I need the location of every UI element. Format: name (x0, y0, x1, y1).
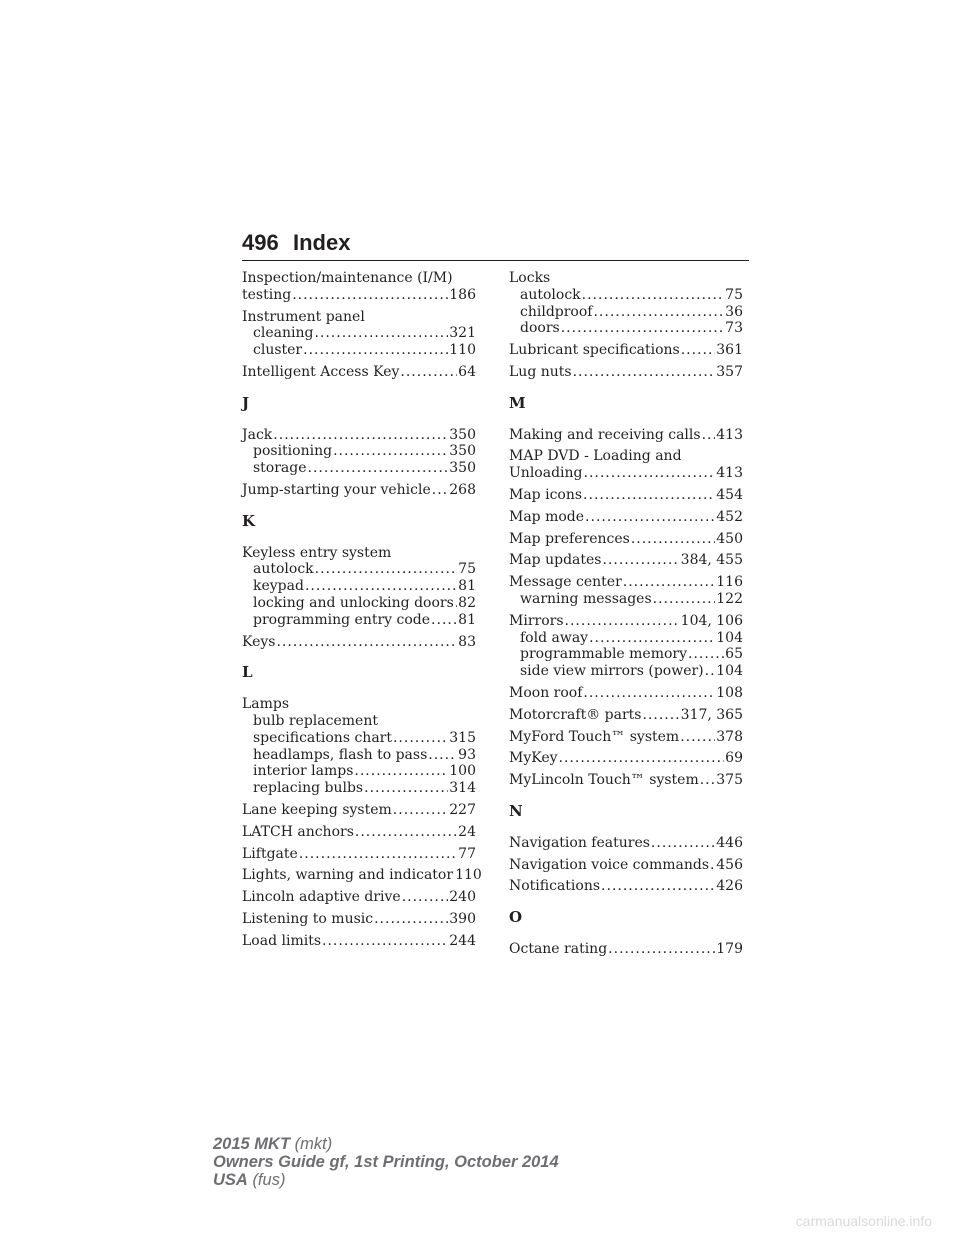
index-subentry (242, 325, 476, 342)
dot-leader (428, 747, 457, 764)
index-subentry (242, 443, 476, 460)
index-entry-line (242, 427, 476, 444)
entry-label: Mirrors (509, 612, 564, 629)
index-subentry (242, 578, 476, 595)
index-entry-line (509, 487, 743, 504)
index-subentry (242, 763, 476, 780)
index-entry-line (509, 574, 743, 591)
entry-page-number: 81 (458, 578, 476, 595)
entry-page-number: 426 (716, 878, 743, 895)
entry-label: headlamps, flash to pass (253, 746, 428, 763)
index-entry (509, 685, 743, 702)
entry-label: Keys (242, 633, 276, 650)
dot-leader (400, 364, 457, 381)
entry-label: doors (520, 320, 560, 337)
dot-leader (305, 578, 457, 595)
dot-leader (308, 460, 449, 477)
footer-model: 2015 MKT (213, 1135, 291, 1153)
index-entry (242, 634, 476, 651)
index-letter-heading: N (509, 801, 523, 820)
dot-leader (710, 857, 715, 874)
entry-page-number: 350 (449, 443, 476, 460)
entry-label: storage (253, 460, 307, 477)
entry-page-number: 244 (449, 932, 476, 949)
index-entry-line (509, 772, 743, 789)
page-number: 496 (242, 230, 279, 255)
dot-leader (653, 591, 716, 608)
entry-label: LATCH anchors (242, 823, 354, 840)
entry-label: Moon roof (509, 684, 583, 701)
index-entry (509, 613, 743, 680)
index-entry (242, 824, 476, 841)
entry-page-number: 69 (725, 750, 743, 767)
index-entry-line (242, 309, 476, 326)
entry-page-number: 350 (449, 426, 476, 443)
entry-page-number: 384, 455 (680, 552, 743, 569)
index-subentry (242, 747, 476, 764)
entry-page-number: 268 (449, 481, 476, 498)
dot-leader (322, 933, 448, 950)
entry-label: programming entry code (253, 611, 431, 628)
index-subentry (509, 591, 743, 608)
dot-leader (584, 465, 716, 482)
entry-label: cleaning (253, 325, 314, 342)
entry-page-number: 227 (449, 801, 476, 818)
dot-leader (273, 427, 448, 444)
index-entry (509, 427, 743, 444)
entry-page-number: 116 (716, 574, 743, 591)
entry-label: MyKey (509, 750, 558, 767)
index-subentry (242, 595, 476, 612)
index-entry-line (509, 878, 743, 895)
entry-label: Listening to music (242, 910, 374, 927)
index-entry-line (509, 270, 743, 287)
dot-leader (631, 531, 715, 548)
index-entry-line (242, 287, 476, 304)
index-entry-line (509, 613, 743, 630)
index-entry (509, 707, 743, 724)
footer-region-code: (fus) (252, 1171, 286, 1189)
entry-page-number: 73 (725, 320, 743, 337)
index-entry (509, 364, 743, 381)
index-entry-line (509, 465, 743, 482)
index-entry (242, 911, 476, 928)
index-entry (509, 342, 743, 359)
index-subentry (509, 663, 743, 680)
entry-label: Lane keeping system (242, 801, 392, 818)
index-entry (242, 846, 476, 863)
entry-label: Map updates (509, 552, 602, 569)
entry-label: Making and receiving calls (509, 426, 701, 443)
entry-label: Notifications (509, 878, 601, 895)
dot-leader (583, 685, 715, 702)
entry-page-number: 357 (716, 363, 743, 380)
entry-label: MyLincoln Touch™ system (509, 772, 699, 789)
entry-page-number: 81 (458, 611, 476, 628)
index-entry-line (242, 634, 476, 651)
entry-page-number: 314 (449, 780, 476, 797)
entry-label: Octane rating (509, 940, 608, 957)
index-entry (242, 696, 476, 797)
entry-page-number: 446 (716, 834, 743, 851)
entry-label: specifications chart (253, 729, 392, 746)
page-header (242, 230, 749, 260)
dot-leader (593, 304, 724, 321)
index-letter-heading: M (509, 393, 526, 412)
entry-page-number: 450 (716, 530, 743, 547)
index-subentry (509, 304, 743, 321)
index-entry-line (242, 364, 476, 381)
dot-leader (292, 287, 448, 304)
dot-leader (700, 772, 716, 789)
index-entry-line (509, 427, 743, 444)
entry-label: Lights, warning and indicator (242, 867, 454, 884)
dot-leader (276, 634, 457, 651)
entry-page-number: 186 (449, 286, 476, 303)
print-footer (213, 1135, 559, 1189)
dot-leader (573, 364, 716, 381)
entry-label: MyFord Touch™ system (509, 728, 680, 745)
index-entry (242, 933, 476, 950)
entry-label: interior lamps (253, 763, 354, 780)
entry-label: Keyless entry system (242, 544, 392, 561)
index-entry-line (242, 824, 476, 841)
dot-leader (589, 630, 715, 647)
index-entry-line (242, 270, 476, 287)
entry-page-number: 24 (458, 823, 476, 840)
index-entry (242, 364, 476, 381)
index-entry (509, 574, 743, 608)
dot-leader (582, 287, 725, 304)
dot-leader (303, 342, 448, 359)
index-subentry (509, 320, 743, 337)
dot-leader (455, 595, 457, 612)
index-entry (242, 482, 476, 499)
dot-leader (585, 509, 715, 526)
entry-page-number: 390 (449, 910, 476, 927)
index-subentry (509, 646, 743, 663)
dot-leader (333, 443, 448, 460)
dot-leader (432, 482, 448, 499)
entry-label: locking and unlocking doors (253, 594, 454, 611)
dot-leader (688, 646, 724, 663)
index-subentry (242, 561, 476, 578)
index-subentry (242, 730, 476, 747)
entry-page-number: 110 (455, 867, 482, 884)
index-column-right (509, 270, 743, 963)
entry-page-number: 378 (716, 728, 743, 745)
entry-page-number: 83 (458, 633, 476, 650)
entry-page-number: 179 (716, 940, 743, 957)
index-entry-line (242, 846, 476, 863)
entry-page-number: 350 (449, 460, 476, 477)
entry-page-number: 413 (716, 465, 743, 482)
dot-leader (315, 561, 458, 578)
index-entry (509, 772, 743, 789)
entry-label: Liftgate (242, 845, 298, 862)
entry-page-number: 65 (725, 646, 743, 663)
index-subentry (242, 342, 476, 359)
index-entry-line (509, 552, 743, 569)
entry-label: Map preferences (509, 530, 630, 547)
entry-label: Locks (509, 270, 551, 286)
dot-leader (651, 835, 715, 852)
index-entry (509, 487, 743, 504)
index-entry (242, 427, 476, 477)
entry-label: Map icons (509, 486, 583, 503)
entry-label: autolock (520, 286, 581, 303)
entry-page-number: 122 (716, 590, 743, 607)
dot-leader (374, 911, 448, 928)
entry-page-number: 375 (716, 772, 743, 789)
index-subentry (242, 460, 476, 477)
index-entry-line (509, 729, 743, 746)
dot-leader (583, 487, 715, 504)
entry-page-number: 317, 365 (680, 706, 743, 723)
entry-page-number: 100 (449, 763, 476, 780)
entry-page-number: 64 (458, 363, 476, 380)
index-entry-line (509, 750, 743, 767)
entry-page-number: 77 (458, 845, 476, 862)
entry-label: autolock (253, 561, 314, 578)
footer-guide: Owners Guide gf, 1st Printing, October 2014 (213, 1153, 559, 1171)
entry-page-number: 240 (449, 889, 476, 906)
index-entry (509, 750, 743, 767)
index-column-left (242, 270, 482, 955)
dot-leader (702, 427, 716, 444)
entry-label: replacing bulbs (253, 780, 364, 797)
dot-leader (299, 846, 457, 863)
index-subentry (509, 630, 743, 647)
index-entry-line (242, 933, 476, 950)
entry-label: Motorcraft® parts (509, 706, 642, 723)
dot-leader (602, 552, 679, 569)
footer-model-code: (mkt) (294, 1135, 333, 1153)
entry-label: positioning (253, 443, 333, 460)
entry-page-number: 321 (449, 325, 476, 342)
header-rule (242, 260, 749, 261)
entry-page-number: 104 (716, 663, 743, 680)
dot-leader (393, 802, 448, 819)
index-entry-line (242, 545, 476, 562)
index-letter-heading: O (509, 908, 523, 927)
dot-leader (623, 574, 715, 591)
entry-label: cluster (253, 342, 303, 359)
entry-page-number: 413 (716, 426, 743, 443)
index-entry (509, 552, 743, 569)
index-subentry (242, 780, 476, 797)
entry-page-number: 93 (458, 746, 476, 763)
index-entry-line (509, 342, 743, 359)
entry-label: fold away (520, 629, 589, 646)
dot-leader (393, 730, 448, 747)
entry-page-number: 110 (449, 342, 476, 359)
dot-leader (608, 941, 715, 958)
index-subentry (509, 287, 743, 304)
entry-label: childproof (520, 303, 593, 320)
index-entry (509, 509, 743, 526)
index-subentry (242, 612, 476, 629)
entry-label: warning messages (520, 590, 652, 607)
entry-label: side view mirrors (power) (520, 663, 704, 680)
dot-leader (680, 729, 715, 746)
entry-page-number: 315 (449, 729, 476, 746)
entry-label: Lug nuts (509, 363, 572, 380)
entry-page-number: 361 (716, 342, 743, 359)
index-entry (509, 448, 743, 482)
index-entry-line (242, 482, 476, 499)
entry-label: MAP DVD - Loading and (509, 448, 682, 465)
dot-leader (681, 342, 716, 359)
index-entry (509, 878, 743, 895)
index-letter-heading: J (242, 393, 250, 412)
dot-leader (642, 707, 679, 724)
dot-leader (561, 320, 724, 337)
index-entry (242, 270, 476, 304)
entry-page-number: 75 (725, 286, 743, 303)
entry-label: Message center (509, 574, 622, 591)
entry-label: Instrument panel (242, 308, 365, 325)
index-entry-line (509, 364, 743, 381)
entry-page-number: 36 (725, 303, 743, 320)
index-entry (242, 867, 482, 884)
index-entry (509, 941, 743, 958)
index-entry (509, 729, 743, 746)
index-entry (242, 545, 476, 629)
dot-leader (565, 613, 680, 630)
dot-leader (402, 889, 449, 906)
dot-leader (431, 612, 457, 629)
index-entry (509, 270, 743, 337)
section-title: Index (293, 230, 351, 255)
index-entry (242, 889, 476, 906)
entry-page-number: 454 (716, 486, 743, 503)
entry-label: Lubricant specifications (509, 342, 680, 359)
entry-label: Intelligent Access Key (242, 363, 400, 380)
index-entry-line (509, 685, 743, 702)
entry-label: Map mode (509, 508, 585, 525)
index-entry-line (242, 889, 476, 906)
index-entry (509, 531, 743, 548)
index-subentry (242, 713, 476, 730)
entry-page-number: 108 (716, 684, 743, 701)
site-watermark: carmanualsonline.info (795, 1213, 932, 1229)
entry-label: bulb replacement (253, 712, 378, 729)
entry-label: Lincoln adaptive drive (242, 889, 401, 906)
index-entry-line (242, 911, 476, 928)
entry-page-number: 75 (458, 561, 476, 578)
index-entry (242, 309, 476, 359)
index-entry-line (242, 867, 482, 884)
dot-leader (314, 325, 448, 342)
index-entry-line (509, 509, 743, 526)
entry-label: Jack (242, 426, 273, 443)
dot-leader (559, 750, 725, 767)
index-entry (509, 857, 743, 874)
entry-label: Lamps (242, 696, 290, 713)
index-entry-line (242, 696, 476, 713)
entry-page-number: 104, 106 (680, 612, 743, 629)
index-entry-line (509, 448, 743, 465)
dot-leader (355, 824, 457, 841)
index-letter-heading: K (242, 511, 256, 530)
dot-leader (705, 663, 716, 680)
footer-region: USA (213, 1171, 248, 1189)
dot-leader (354, 763, 448, 780)
entry-label: programmable memory (520, 646, 688, 663)
entry-page-number: 456 (716, 856, 743, 873)
entry-label: Navigation features (509, 834, 650, 851)
index-entry-line (509, 707, 743, 724)
index-entry-line (509, 857, 743, 874)
entry-page-number: 82 (458, 594, 476, 611)
entry-label: Inspection/maintenance (I/M) (242, 270, 453, 286)
index-entry-line (509, 941, 743, 958)
entry-label: Unloading (509, 465, 583, 482)
index-entry (242, 802, 476, 819)
dot-leader (601, 878, 715, 895)
entry-label: keypad (253, 578, 304, 595)
index-entry-line (509, 531, 743, 548)
entry-label: Navigation voice commands (509, 856, 710, 873)
index-entry-line (509, 835, 743, 852)
entry-label: Load limits (242, 932, 322, 949)
dot-leader (364, 780, 448, 797)
entry-page-number: 104 (716, 629, 743, 646)
entry-label: testing (242, 286, 292, 303)
index-letter-heading: L (242, 663, 253, 682)
index-entry-line (242, 802, 476, 819)
entry-label: Jump-starting your vehicle (242, 481, 431, 498)
index-entry (509, 835, 743, 852)
entry-page-number: 452 (716, 508, 743, 525)
